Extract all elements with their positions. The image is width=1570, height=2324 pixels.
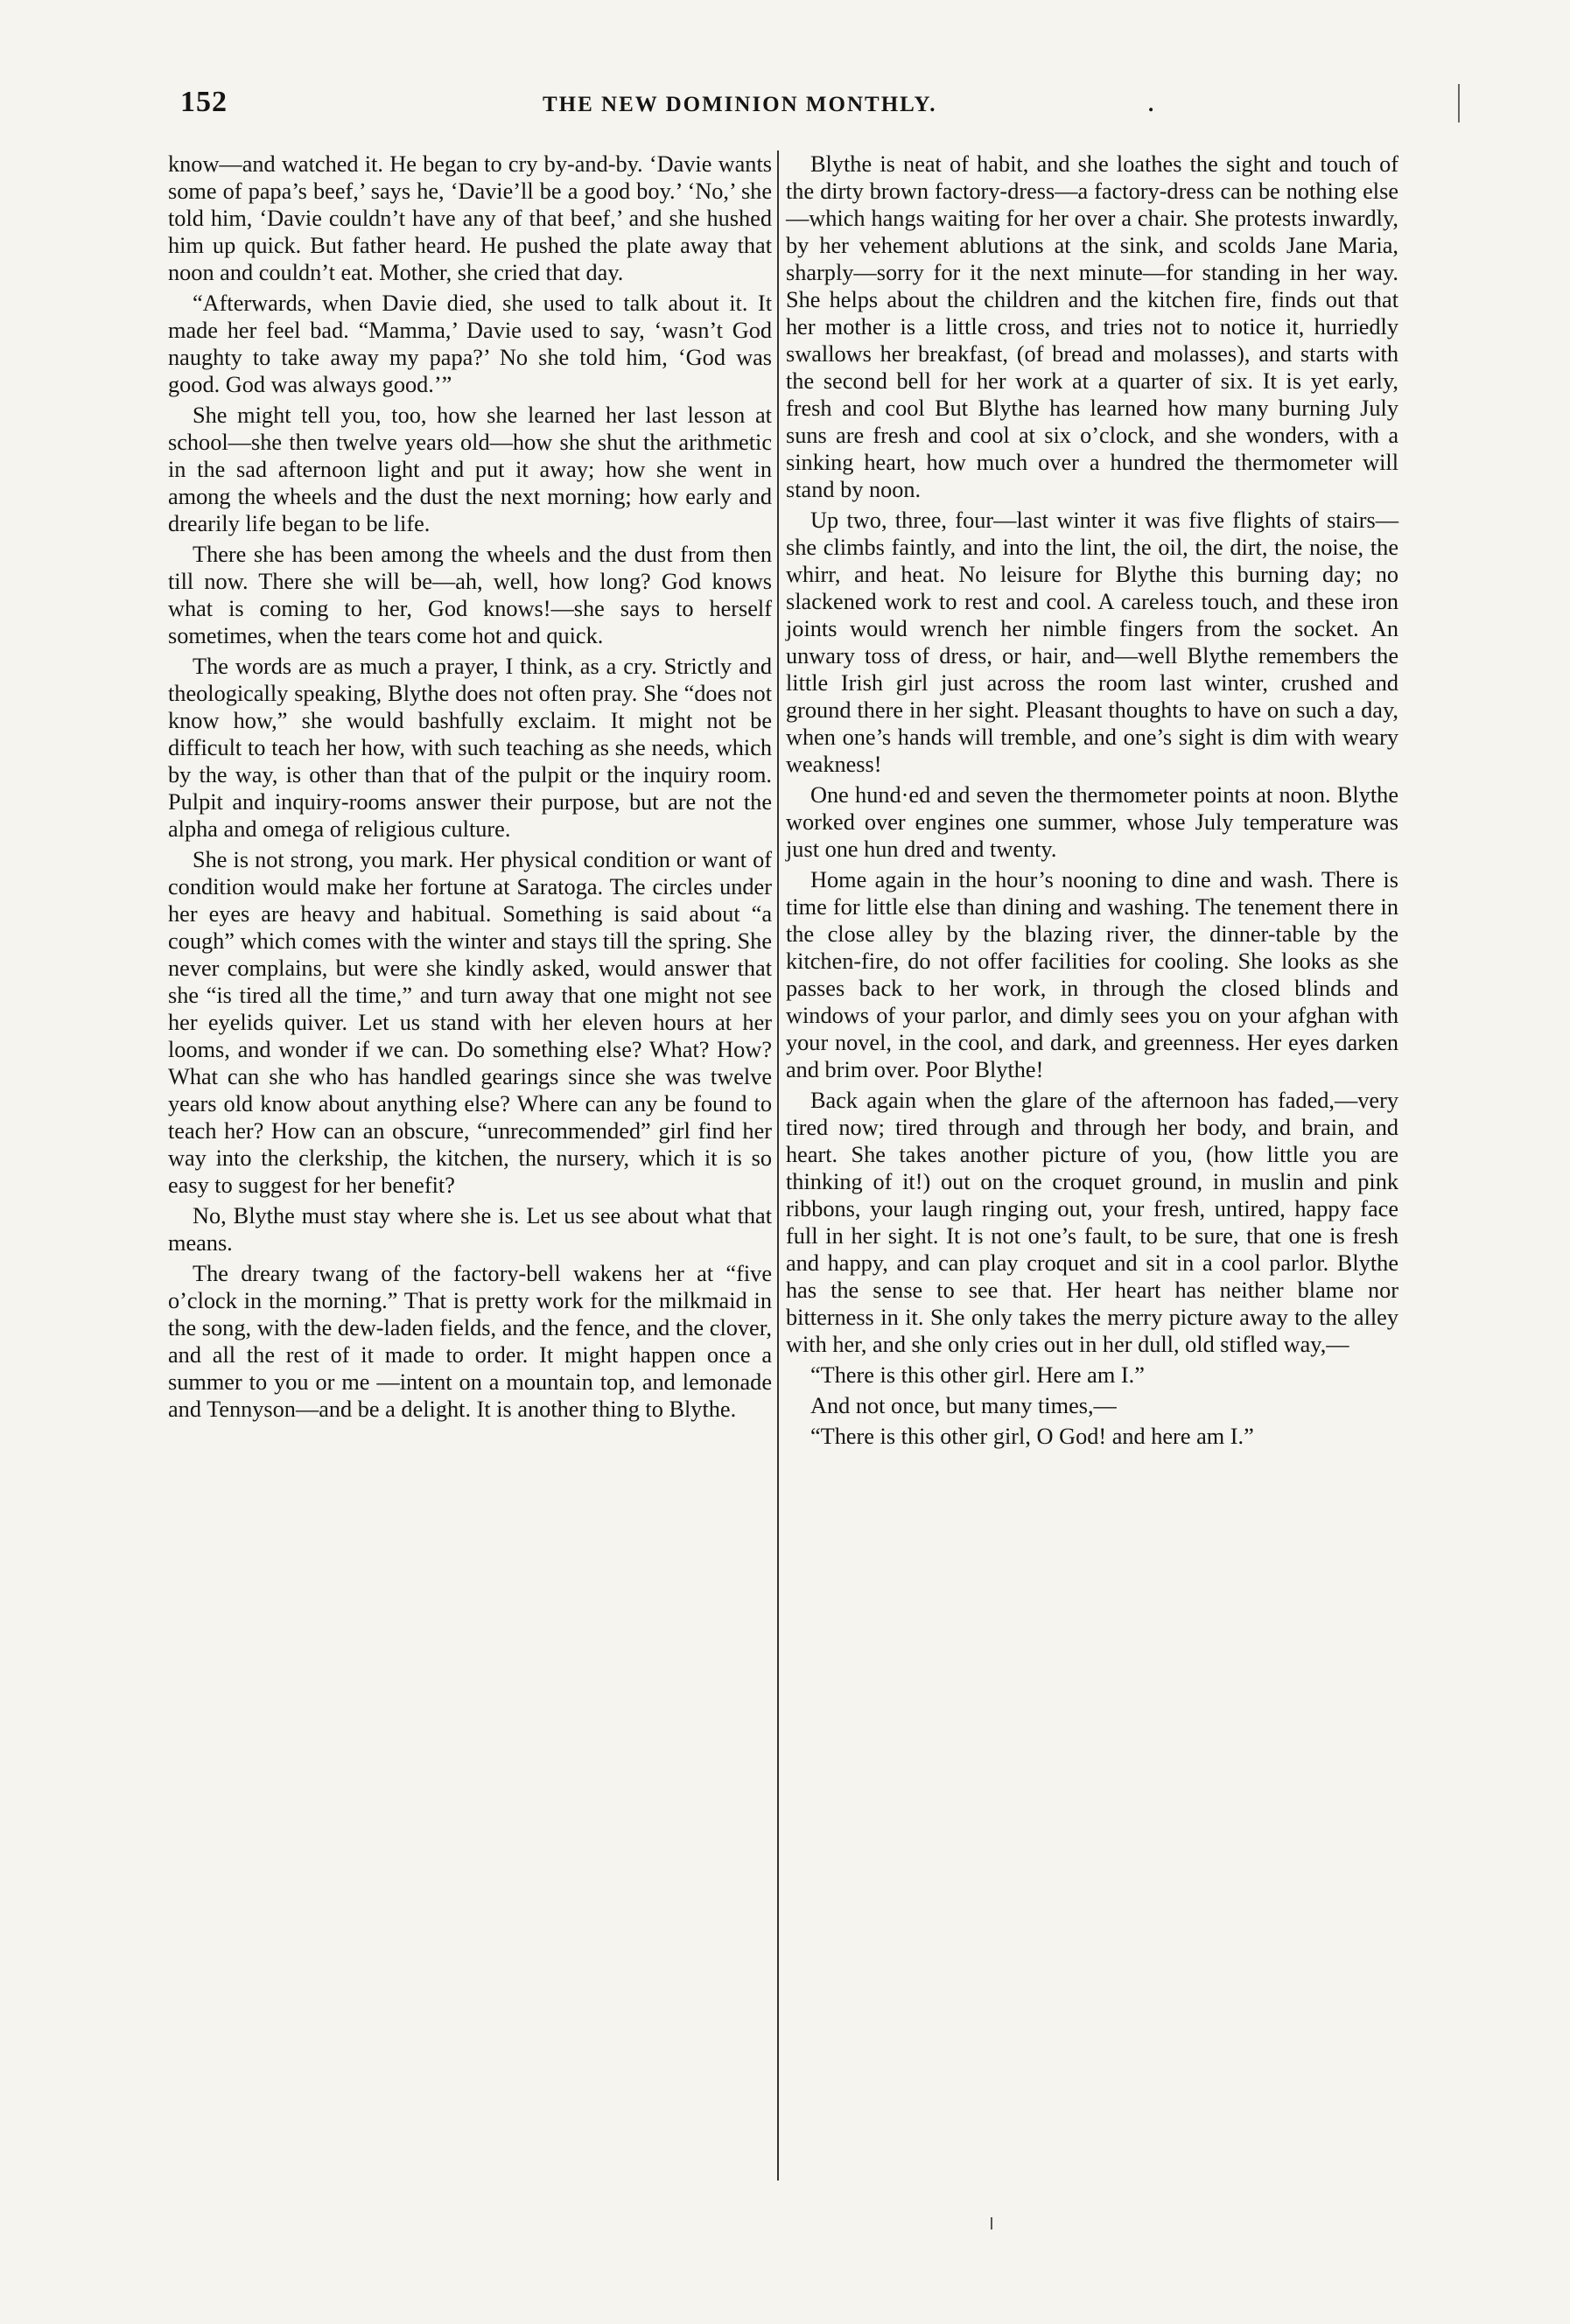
- paragraph: Home again in the hour’s nooning to dine and wash. There is time for little else than dining and washing. The tenement there in the close alley by the blazing river, the dinner-table by the kitchen-fire, do not offer facilities for cooling. She looks as she passes back to her work, in through the closed blinds and windows of your parlor, and dimly sees you on your afghan with your novel, in the cool, and dark, and greenness. Her eyes darken and brim over. Poor Blythe!: [786, 867, 1398, 1082]
- paragraph: Back again when the glare of the afternoon has faded,—very tired now; tired through and through her body, and brain, and heart. She takes another picture of you, (how little you are thinking of it!) out on the croquet ground, in muslin and pink ribbons, your laugh ringing out, your fresh, untired, happy face full in her sight. It is not one’s fault, to be sure, that one is fresh and happy, and can play croquet and sit in a cool parlor. Blythe has the sense to see that. Her heart has neither blame nor bitterness in it. She only takes the merry picture away to the alley with her, and she only cries out in her dull, old stifled way,—: [786, 1088, 1398, 1357]
- paragraph: The dreary twang of the factory-bell wakens her at “five o’clock in the morning.” That is pretty work for the milkmaid in the song, with the dew-laden fields, and the fence, and the clover, and all the rest of it made to order. It might happen once a summer to you or me —intent on a mountain top, and lemonade and Tennyson—and be a delight. It is another thing to Blythe.: [168, 1261, 772, 1422]
- header-dot: .: [1148, 93, 1154, 116]
- right-column: [786, 150, 1398, 1453]
- left-column: [168, 150, 772, 1426]
- running-head: THE NEW DOMINION MONTHLY.: [543, 93, 937, 116]
- paragraph: No, Blythe must stay where she is. Let us see about what that means.: [168, 1203, 772, 1256]
- paragraph: “There is this other girl, O God! and here am I.”: [810, 1424, 1254, 1449]
- paragraph: Up two, three, four—last winter it was five flights of stairs—she climbs faintly, and into the lint, the oil, the dirt, the noise, the whirr, and heat. No leisure for Blythe this burning day; no slackened work to rest and cool. A careless touch, and these iron joints would wrench her nimble fingers from the socket. An unwary toss of dress, or hair, and—well Blythe remembers the little Irish girl just across the room last winter, crushed and ground there in her sight. Pleasant thoughts to have on such a day, when one’s hands will tremble, and one’s sight is dim with weary weakness!: [786, 508, 1398, 777]
- paragraph: know—and watched it. He began to cry by-and-by. ‘Davie wants some of papa’s beef,’ says he, ‘Davie’ll be a good boy.’ ‘No,’ she told him, ‘Davie couldn’t have any of that beef,’ and she hushed him up quick. But father heard. He pushed the plate away that noon and couldn’t eat. Mother, she cried that day.: [168, 151, 772, 285]
- paragraph: And not once, but many times,—: [810, 1393, 1117, 1418]
- paragraph: The words are as much a prayer, I think, as a cry. Strictly and theologically speaking, Blythe does not often pray. She “does not know how,” she would bashfully exclaim. It might not be difficult to teach her how, with such teaching as she needs, which by the way, is other than that of the pulpit or the inquiry room. Pulpit and inquiry-rooms answer their purpose, but are not the alpha and omega of religious culture.: [168, 654, 772, 842]
- paragraph: She is not strong, you mark. Her physical condition or want of condition would make her fortune at Saratoga. The circles under her eyes are heavy and habitual. Something is said about “a cough” which comes with the winter and stays till the spring. She never complains, but were she kindly asked, would answer that she “is tired all the time,” and turn away that one might not see her eyelids quiver. Let us stand with her eleven hours at her looms, and wonder if we can. Do something else? What? How? What can she who has handled gearings since she was twelve years old know about anything else? Where can any be found to teach her? How can an obscure, “unrecommended” girl find her way into the clerkship, the kitchen, the nursery, which it is so easy to suggest for her benefit?: [168, 847, 772, 1198]
- paragraph: She might tell you, too, how she learned her last lesson at school—she then twelve years old—how she shut the arithmetic in the sad afternoon light and put it away; how she went in among the wheels and the dust the next morning; how early and drearily life began to be life.: [168, 402, 772, 536]
- footer-mark: [991, 2217, 992, 2230]
- paragraph: Blythe is neat of habit, and she loathes the sight and touch of the dirty brown factory-dress—a factory-dress can be nothing else—which hangs waiting for her over a chair. She protests inwardly, by her vehement ablutions at the sink, and scolds Jane Maria, sharply—sorry for it the next minute—for standing in her way. She helps about the children and the kitchen fire, finds out that her mother is a little cross, and tries not to notice it, hurriedly swallows her breakfast, (of bread and molasses), and starts with the second bell for her work at a quarter of six. It is yet early, fresh and cool But Blythe has learned how many burning July suns are fresh and cool at six o’clock, and she wonders, with a sinking heart, how much over a hundred the thermometer will stand by noon.: [786, 151, 1398, 502]
- paragraph: One hund·ed and seven the thermometer points at noon. Blythe worked over engines one summer, whose July temperature was just one hun dred and twenty.: [786, 782, 1398, 862]
- paragraph: “There is this other girl. Here am I.”: [810, 1362, 1145, 1388]
- column-divider: [777, 150, 779, 2180]
- margin-mark: [1458, 84, 1460, 122]
- page-number: 152: [180, 86, 228, 118]
- paragraph: There she has been among the wheels and the dust from then till now. There she will be—ah, well, how long? God knows what is coming to her, God knows!—she says to herself sometimes, when the tears come hot and quick.: [168, 542, 772, 648]
- paragraph: “Afterwards, when Davie died, she used to talk about it. It made her feel bad. “Mamma,’ Davie used to say, ‘wasn’t God naughty to take away my papa?’ No she told him, ‘God was good. God was always good.’”: [168, 290, 772, 397]
